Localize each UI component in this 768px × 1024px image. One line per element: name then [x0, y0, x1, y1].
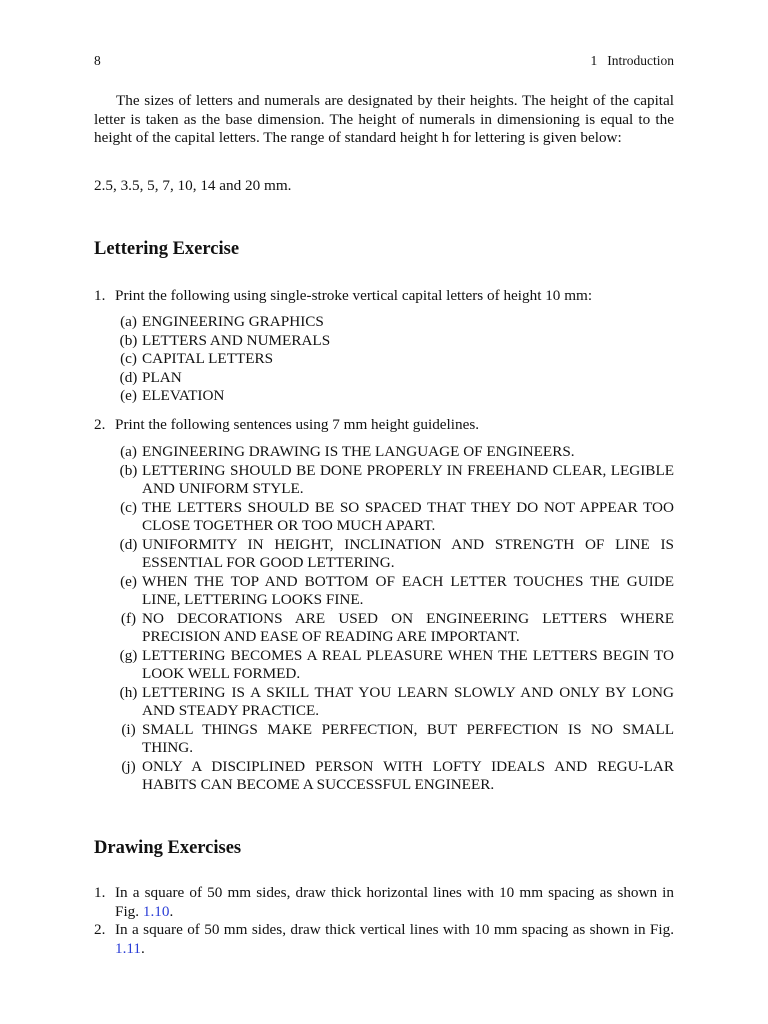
list-item-label: (b) [119, 331, 138, 349]
list-item-text: UNIFORMITY IN HEIGHT, INCLINATION AND STRENGTH OF LINE IS ESSENTIAL FOR GOOD LETTERING. [142, 535, 674, 571]
list-item-label: (i) [121, 720, 136, 738]
exercise-text: In a square of 50 mm sides, draw thick horizontal lines with 10 mm spacing as shown in Fig. 1.10. [115, 884, 674, 920]
list-item-text: NO DECORATIONS ARE USED ON ENGINEERING LETTERS WHERE PRECISION AND EASE OF READING ARE IMPORTANT. [142, 609, 674, 645]
figure-link[interactable]: 1.11 [115, 939, 142, 957]
chapter-number: 1 [590, 53, 598, 68]
exercise-number: 2. [94, 921, 106, 938]
list-item-text: ENGINEERING GRAPHICS [142, 313, 324, 330]
list-item-label: (a) [120, 313, 137, 330]
list-item-label: (d) [119, 535, 138, 553]
list-item [115, 573, 674, 610]
list-item-label: (j) [121, 757, 136, 775]
list-item-label: (h) [119, 683, 138, 701]
list-item [115, 721, 674, 758]
list-item-text: CAPITAL LETTERS [142, 350, 274, 367]
list-item [115, 610, 674, 647]
list-item-text: LETTERING BECOMES A REAL PLEASURE WHEN THE LETTERS BEGIN TO LOOK WELL FORMED. [142, 646, 674, 682]
lettering-exercise-2-items [115, 443, 674, 795]
drawing-exercise-1 [94, 884, 674, 921]
lettering-exercise-1-items [115, 313, 674, 406]
list-item [115, 313, 674, 332]
list-item [115, 462, 674, 499]
list-item-text: PLAN [142, 368, 182, 386]
drawing-exercise-2 [94, 921, 674, 958]
exercise-number: 1. [94, 884, 106, 901]
list-item-label: (e) [120, 572, 137, 590]
list-item [115, 369, 674, 388]
list-item [115, 647, 674, 684]
list-item-label: (d) [119, 368, 138, 386]
list-item-text: LETTERS AND NUMERALS [142, 331, 331, 349]
list-item-text: WHEN THE TOP AND BOTTOM OF EACH LETTER TOUCHES THE GUIDE LINE, LETTERING LOOKS FINE. [142, 572, 674, 608]
list-item-text: LETTERING IS A SKILL THAT YOU LEARN SLOWLY AND ONLY BY LONG AND STEADY PRACTICE. [142, 683, 674, 719]
drawing-heading: Drawing Exercises [94, 838, 242, 858]
lettering-exercise-1 [94, 287, 674, 306]
list-item-label: (b) [119, 461, 138, 479]
exercise-number: 2. [94, 416, 106, 433]
list-item-text: LETTERING SHOULD BE DONE PROPERLY IN FREEHAND CLEAR, LEGIBLE AND UNIFORM STYLE. [142, 461, 674, 497]
exercise-text: Print the following using single-stroke vertical capital letters of height 10 mm: [115, 287, 593, 304]
list-item-label: (e) [120, 387, 137, 404]
exercise-number: 1. [94, 287, 106, 304]
exercise-text: In a square of 50 mm sides, draw thick vertical lines with 10 mm spacing as shown in Fig. 1.11. [115, 921, 674, 957]
list-item-text: ENGINEERING DRAWING IS THE LANGUAGE OF ENGINEERS. [142, 443, 575, 460]
list-item-label: (c) [120, 350, 137, 367]
list-item-text: SMALL THINGS MAKE PERFECTION, BUT PERFECTION IS NO SMALL THING. [142, 720, 674, 756]
lettering-heading: Lettering Exercise [94, 239, 240, 259]
list-item-text: ELEVATION [142, 387, 225, 404]
list-item-label: (a) [120, 443, 137, 460]
list-item [115, 332, 674, 351]
intro-paragraph: The sizes of letters and numerals are designated by their heights. The height of the capital letter is taken as the base dimension. The height of numerals in dimensioning is equal to the height of the capital letters. The range of standard height h for lettering is given below: [94, 92, 674, 146]
chapter-title: Introduction [607, 53, 674, 68]
list-item [115, 758, 674, 795]
exercise-text: Print the following sentences using 7 mm height guidelines. [115, 416, 480, 433]
list-item-label: (c) [120, 498, 137, 516]
list-item [115, 443, 674, 462]
list-item [115, 536, 674, 573]
page-number: 8 [94, 53, 101, 68]
list-item-label: (g) [119, 646, 138, 664]
list-item [115, 387, 674, 406]
list-item [115, 499, 674, 536]
list-item-label: (f) [120, 609, 137, 627]
figure-link[interactable]: 1.10 [142, 902, 170, 920]
standard-sizes: 2.5, 3.5, 5, 7, 10, 14 and 20 mm. [94, 177, 292, 194]
lettering-exercise-2 [94, 416, 674, 435]
list-item-text: THE LETTERS SHOULD BE SO SPACED THAT THEY DO NOT APPEAR TOO CLOSE TOGETHER OR TOO MUCH APART. [142, 498, 674, 534]
running-header [450, 52, 674, 71]
list-item [115, 684, 674, 721]
list-item-text: ONLY A DISCIPLINED PERSON WITH LOFTY IDEALS AND REGU-LAR HABITS CAN BECOME A SUCCESSFUL ENGINEER. [142, 757, 674, 793]
list-item [115, 350, 674, 369]
